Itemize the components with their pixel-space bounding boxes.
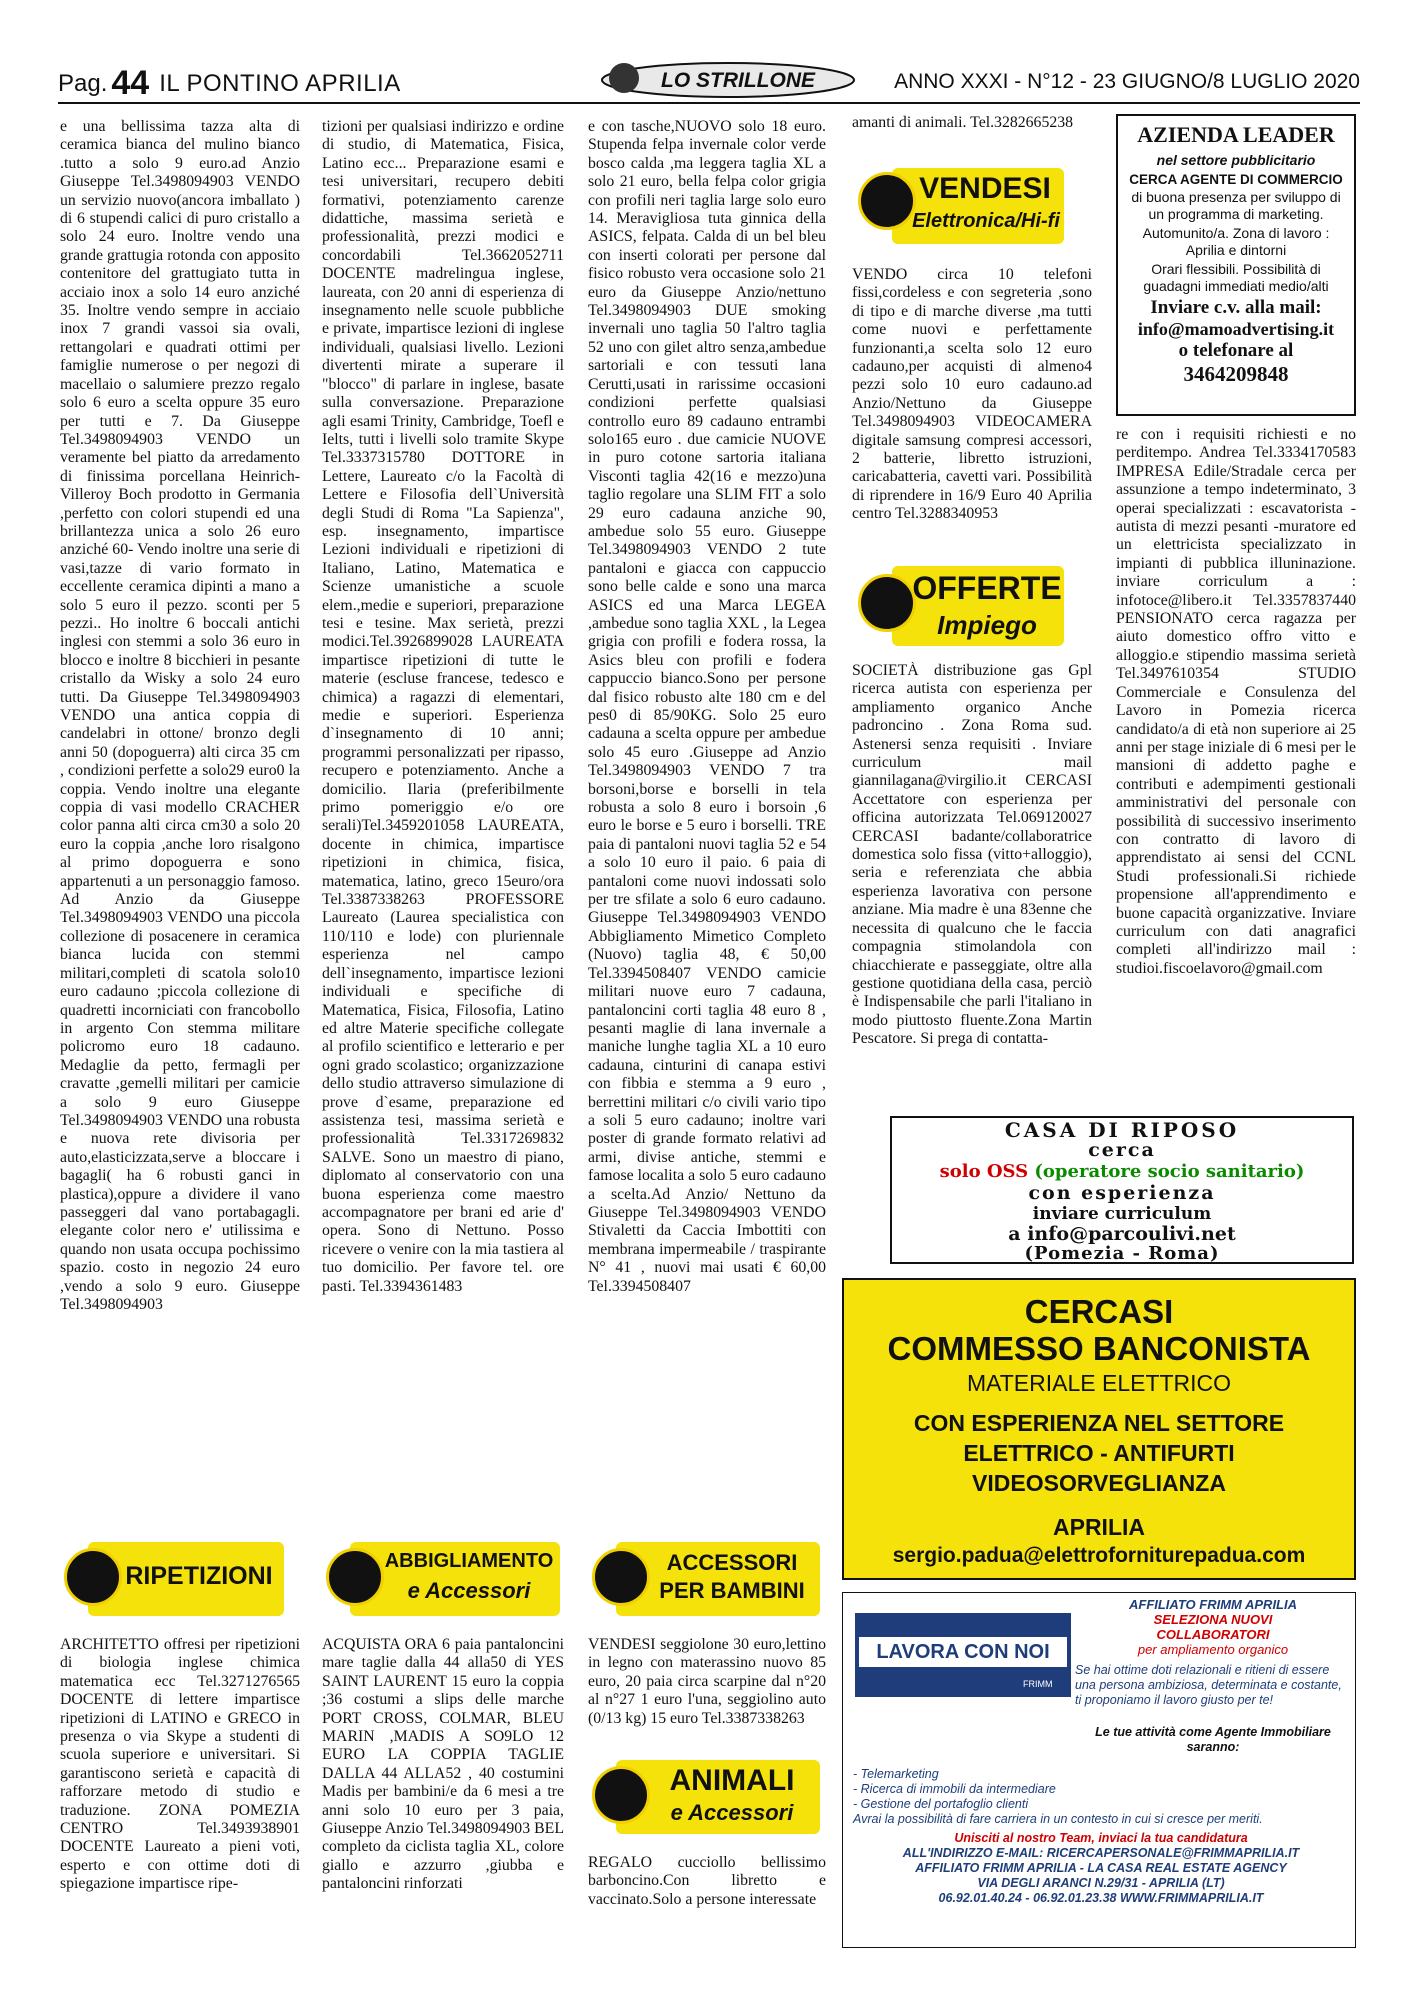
casa-line-4: con esperienza (1028, 1182, 1216, 1204)
frimm-address: VIA DEGLI ARANCI N.29/31 - APRILIA (LT) (977, 1876, 1225, 1890)
frimm-heading-2: SELEZIONA NUOVI (1153, 1612, 1273, 1627)
casa-oss: OSS (986, 1161, 1029, 1182)
offerte-mascot-icon (858, 574, 916, 632)
abbigliamento-subtitle: e Accessori (407, 1578, 531, 1603)
frimm-bullet-1: - Telemarketing (853, 1767, 939, 1781)
section-vendesi-heading (852, 158, 1072, 254)
frimm-text-2: Le tue attività come Agente Immobiliare saranno: (1095, 1725, 1331, 1754)
column-4-top-text (852, 114, 1092, 154)
commesso-line-4: CON ESPERIENZA NEL SETTORE (913, 1410, 1285, 1436)
accessori-body: VENDESI seggiolone 30 euro,lettino in legno con materassino nuovo 85 euro, 20 paia circa scarpine dal n°20 al n°27 1 euro l'una, seggiolino auto (0/13 kg) 15 euro Tel.3387338263 (588, 1636, 826, 1727)
azienda-line-7: o telefonare al (1178, 340, 1294, 361)
ad-casa-di-riposo (890, 1116, 1354, 1264)
section-animali-heading (586, 1750, 826, 1846)
casa-email: a info@parcoulivi.net (1008, 1223, 1236, 1245)
azienda-line-5: Inviare c.v. alla mail: (1150, 297, 1322, 318)
accessori-subtitle: PER BAMBINI (659, 1578, 805, 1603)
commesso-line-6: VIDEOSORVEGLIANZA (972, 1470, 1226, 1496)
azienda-line-2: di buona presenza per sviluppo di un programma di marketing. (1131, 189, 1341, 222)
column-4-bottom-body: SOCIETÀ distribuzione gas Gpl ricerca autista con esperienza per ampliamento organico Anche padroncino . Zona Roma sud. Astenersi senza requisiti . Inviare curriculum mail giannilagana@virgilio.it CERCASI Accettatore con esperienza per officina autorizzata Tel.069120027 CERCASI badante/collaboratrice domestica solo fissa (vitto+alloggio), seria e referenziata che abbia esperienza lavorativa con persone anziane. Mia madre è una 83enne che necessita di qualcuno che le faccia compagnia stimolandola con chiacchierate e passeggiate, oltre alla gestione quotidiana della casa, perciò è Indispensabile che parli l'italiano in modo piuttosto fluente.Zona Martin Pescatore. Si prega di contatta- (852, 662, 1092, 1048)
azienda-line-1: CERCA AGENTE DI COMMERCIO (1129, 172, 1343, 187)
accessori-text (588, 1636, 826, 1746)
page-header (58, 58, 1360, 104)
pag-label: Pag. (58, 70, 108, 97)
column-3-body: e con tasche,NUOVO solo 18 euro. Stupenda felpa invernale color verde bosco calda ,ma leggera taglia XL a solo 21 euro, bella felpa color grigia con profili neri taglia large solo euro 14. Meravigliosa tuta ginnica della ASICS, felpata. Calda di un bel bleu con inserti colorati per persone dal fisico robusto vera occasione solo 21 euro da Giuseppe Anzio/nettuno Tel.3498094903 DUE smoking invernali uno taglia 50 l'altro taglia 52 uno con gilet altro senza,ambedue sartoriali e con tessuti lana Cerutti,usati in rarissime occasioni condizioni perfette qualsiasi controllo euro 89 cadauno entrambi solo165 euro . due camicie NUOVE in puro cotone sartoria italiana Visconti taglia 42(16 e mezzo)una taglio regolare una SLIM FIT a solo 29 euro cadauna anziche 90, ambedue solo 55 euro. Giuseppe Tel.3498094903 VENDO 2 tute pantaloni e giacca con cappuccio sono belle calde e sono una marca ASICS ed una Marca LEGEA ,ambedue sono taglia XXL , la Legea grigia con profili e fodera rossa, la Asics bleu con profili e fodera cappuccio bianco.Sono per persone dal fisico robusto alte 180 cm e del pes0 di 85/90KG. Solo 25 euro cadauna a scelta oppure per ambedue solo 45 euro .Giuseppe ad Anzio Tel.3498094903 VENDO 7 tra borsoni,borse e borselli in tela robusta a solo 8 euro i borsoin ,6 euro le borse e 5 euro i borselli. TRE paia di pantaloni nuovi taglia 52 e 54 a solo 10 euro il paio. 6 paia di pantaloni come nuovi indossati solo per tre sfilate a solo 6 euro cadauno. Giuseppe Tel.3498094903 VENDO Abbigliamento Mimetico Completo (Nuovo) taglia 48, € 50,00 Tel.3394508407 VENDO camicie militari nuove euro 7 cadauna, pantaloncini corti taglia 48 euro 8 , pesanti maglie di lana invernale a maniche lunghe taglia XL a 10 euro cadauna, cinturini di canapa estivi con fibbia e stemma a 9 euro , berrettini militari c/o civili vario tipo a soli 5 euro cadauno; inoltre vari poster di grande formato relativi ad armi, divise antiche, stemmi e famose localita a solo 5 euro cadauno a scelta.Ad Anzio/ Nettuno da Giuseppe Tel.3498094903 VENDO Stivaletti da Caccia Imbottiti con membrana impermeabile / traspirante N° 41 , nuovi mai usati € 60,00 Tel.3394508407 (588, 118, 826, 1295)
azienda-line-4: Orari flessibili. Possibilità di guadagni immediati medio/alti (1143, 261, 1329, 294)
commesso-line-1: CERCASI (1024, 1293, 1174, 1330)
animali-title: ANIMALI (669, 1764, 795, 1797)
ripetizioni-title: RIPETIZIONI (125, 1562, 273, 1590)
casa-line-3a: solo (939, 1161, 987, 1182)
column-4-mid-text (852, 266, 1092, 570)
animali-text (588, 1854, 826, 1934)
vendesi-subtitle: Elettronica/Hi-fi (912, 210, 1060, 232)
offerte-subtitle: Impiego (937, 610, 1037, 640)
column-3-text (588, 118, 826, 1528)
frimm-agency: AFFILIATO FRIMM APRILIA - LA CASA REAL ESTATE AGENCY (915, 1861, 1287, 1875)
frimm-text-1: Se hai ottime doti relazionali e ritieni di essere una persona ambiziosa, determinata e costante, ti proponiamo il lavoro giusto per te! (1075, 1663, 1342, 1707)
ripetizioni-text (60, 1636, 300, 1964)
column-5-body: re con i requisiti richiesti e no perditempo. Andrea Tel.3334170583 IMPRESA Edile/Stradale cerca per assunzione a tempo indeterminato, 3 operai specializzati : escavatorista - autista di mezzi pesanti -muratore ed un elettricista specializzato in impianti di pubblica illuninazione. inviare corriculum a : infotoce@libero.it Tel.3357837440 PENSIONATO cerca ragazza per aiuto domestico offro vitto e alloggio.e stipendio massima serietà Tel.3497610354 STUDIO Commerciale e Consulenza del Lavoro in Pomezia ricerca candidato/a di età non superiore ai 25 anni per stage iniziale di 6 mesi per le mansioni di addetto paghe e contributi e adempimenti gestionali amministrativi del personale con possibilità di successivo inserimento con contratto di lavoro di apprendistato ai sensi del CCNL Studi professionali.Si richiede propensione all'apprendimento e buone capacità organizzative. Inviare curriculum con dati anagrafici completi all'indirizzo mail : studioi.fiscoelavoro@gmail.com (1116, 426, 1356, 977)
accessori-title: ACCESSORI (666, 1550, 798, 1575)
frimm-text-3: Avrai la possibilità di fare carriera in un contesto in cui si cresce per meriti. (853, 1812, 1263, 1826)
commesso-line-2: COMMESSO BANCONISTA (887, 1330, 1311, 1367)
page-number-block (58, 64, 401, 103)
frimm-banner-text: LAVORA CON NOI (859, 1637, 1067, 1667)
section-ripetizioni-heading (58, 1532, 288, 1628)
column-1-body: e una bellissima tazza alta di ceramica bianca del mulino bianco .tutto a solo 9 euro.ad Anzio Giuseppe Tel.3498094903 VENDO un servizio nuovo(ancora imballato ) di 6 stupendi calici di puro cristallo a solo 24 euro. Inoltre vendo una grande grattugia rotonda con apposito contenitore del grattugiato tutta in acciaio inox a solo 14 euro anziché 35. Inoltre vendo sempre in acciaio inox 7 grandi vassoi sia ovali, rettangolari e quadrati ottimi per famiglie numerose o per negozi di macellaio o salumiere prezzo regalo solo 6 euro a scelta oppure 35 euro per tutti e 7. Da Giuseppe Tel.3498094903 VENDO un veramente bel piatto da arredamento di finissima porcellana Heinrich-Villeroy Boch prodotto in Germania ,perfetto con colori stupendi ed una brillantezza unica a solo 26 euro anziché 60- Vendo inoltre una serie di vasi,tazze di vario formato in eccellente ceramica dipinti a mano a solo 5 euro il pezzo. sconti per 5 pezzi.. Ho inoltre 6 boccali antichi inglesi con stemmi a solo 36 euro in blocco e inoltre 8 bicchieri in pesante cristallo da Wisky a solo 24 euro tutti. Da Giuseppe Tel.3498094903 VENDO una antica coppia di candelabri in ottone/ bronzo degli anni 50 (dopoguerra) alti circa 35 cm , condizioni perfette a solo29 euro0 la coppia. Vendo inoltre una elegante coppia di vasi modello CRACHER color panna alti circa cm30 a solo 20 euro la coppia ,anche loro risalgono al primo dopoguerra e sono appartenuti a un personaggio famoso. Ad Anzio da Giuseppe Tel.3498094903 VENDO una piccola collezione di posacenere in ceramica bianca lucida con stemmi militari,completi di scatola solo10 euro cadauno ;piccola collezione di quadretti incorniciati con francobollo in argento Con stemma militare policromo euro 18 cadauno. Medaglie da petto, fermagli per cravatte ,gemelli militari per camicie a solo 9 euro Giuseppe Tel.3498094903 VENDO una robusta e nuova rete divisoria per auto,elasticizzata,serve a bloccare i bagagli( ha 6 robusti ganci in plastica),oppure a dividere il vano passeggeri dal vano portabagagli. elegante color nero e' utilissima e quando non usata occupa pochissimo spazio. costo in negozio 24 euro ,vendo a solo 9 euro. Giuseppe Tel.3498094903 (60, 118, 300, 1313)
frimm-heading-4: per ampliamento organico (1137, 1642, 1289, 1657)
frimm-heading-3: COLLABORATORI (1156, 1627, 1270, 1642)
abbigliamento-title: ABBIGLIAMENTO (384, 1550, 554, 1572)
logo-text: LO STRILLONE (661, 69, 815, 92)
frimm-brand: FRIMM (1023, 1679, 1053, 1689)
section-offerte-heading (852, 556, 1072, 656)
publication-name: IL PONTINO APRILIA (159, 70, 401, 97)
azienda-phone: 3464209848 (1183, 362, 1289, 386)
frimm-heading-1: AFFILIATO FRIMM APRILIA (1128, 1597, 1298, 1612)
column-2-body: tizioni per qualsiasi indirizzo e ordine di studio, di Matematica, Fisica, Latino ecc... Preparazione esami e tesi universitari, recupero debiti formativi, potenziamento carenze didattiche, massima serietà e professionalità, prezzi modici e concordabili Tel.3662052711 DOCENTE madrelingua inglese, laureata, con 20 anni di esperienza di insegnamento nelle scuole pubbliche e private, impartisce lezioni di inglese individuali, qualsiasi livello. Lezioni divertenti mirate a superare il "blocco" di parlare in inglese, basate sulla conversazione. Preparazione agli esami Trinity, Cambridge, Toefl e Ielts, tutti i livelli solo tramite Skype Tel.3337315780 DOTTORE in Lettere, Laureato c/o la Facoltà di Lettere e Filosofia dell`Università degli Studi di Roma "La Sapienza", esp. insegnamento, impartisce Lezioni individuali e ripetizioni di Italiano, Latino, Matematica e Scienze umanistiche a scuole elem.,medie e superiori, preparazione tesi e tesine. Max serietà, prezzi modici.Tel.3926899028 LAUREATA impartisce ripetizioni di tutte le materie (escluse francese, tedesco e chimica) a ragazzi di elementari, medie e superiori. Esperienza d`insegnamento di 10 anni; programmi personalizzati per ripasso, recupero e potenziamento. Anche a domicilio. Ilaria (preferibilmente primo pomeriggio e/o ore serali)Tel.3459201058 LAUREATA, docente in chimica, impartisce ripetizioni in chimica, fisica, matematica, latino, greco 15euro/ora Tel.3387338263 PROFESSORE Laureato (Laurea specialistica con 110/110 e lode) con pluriennale esperienza nel campo dell`insegnamento, impartisce lezioni individuali e specifiche di Matematica, Fisica, Filosofia, Latino ed altre Materie specifiche collegate al profilo scientifico e letterario e per ogni grado scolastico; organizzazione dello studio attraverso simulazione di prove d`esame, preparazione ed assistenza tesi, massima serietà e professionalità Tel.3317269832 SALVE. Sono un maestro di piano, diplomato al conservatorio con una buona esperienza come maestro accompagnatore per brani ed arie d' opera. Sono di Nettuno. Posso ricevere o venire con la mia tastiera al tuo domicilio. Per favore tel. ore pasti. Tel.3394361483 (322, 118, 564, 1295)
commesso-email: sergio.padua@elettroforniturepadua.com (892, 1544, 1306, 1567)
commesso-line-3: MATERIALE ELETTRICO (966, 1370, 1232, 1396)
column-4-top-body: amanti di animali. Tel.3282665238 (852, 114, 1074, 131)
abbigliamento-body: ACQUISTA ORA 6 paia pantaloncini mare taglie dalla 44 alla50 di YES SAINT LAURENT 15 euro la coppia ;36 costumi a slips delle marche PORT CROSS, COLMAR, BLEU MARIN ,MADIS A SO9LO 12 EURO LA COPPIA TAGLIE DALLA 44 ALLA52 , 40 costumini Madis per bambini/e da 6 mesi a tre anni solo 10 euro per 3 paia, Giuseppe Anzio Tel.3498094903 BEL completo da ciclista taglia XL, colore giallo e azzurro ,giubba e pantaloncini rinforzati (322, 1636, 564, 1893)
casa-line-1: CASA DI RIPOSO (1004, 1118, 1240, 1142)
casa-line-2: cerca (1088, 1139, 1156, 1161)
ripetizioni-body: ARCHITETTO offresi per ripetizioni di biologia inglese chimica matematica ecc Tel.3271276565 DOCENTE di lettere impartisce ripetizioni di LATINO e GRECO in presenza o via Skype a studenti di scuola superiore e universitari. Si garantiscono serietà e capacità di rafforzare metodo di studio e traduzione. ZONA POMEZIA CENTRO Tel.3493938901 DOCENTE Laureato a pieni voti, esperto e con ottime doti di spiegazione impartisce ripe- (60, 1636, 300, 1893)
animali-subtitle: e Accessori (670, 1800, 794, 1825)
column-4-mid-body: VENDO circa 10 telefoni fissi,cordeless e con segreteria ,sono di tipo e di marche diverse ,ma tutti come nuovi e perfettamente funzionanti,a scelta solo 12 euro cadauno,per acquisti di almeno4 pezzi solo 10 euro cadauno.ad Anzio/Nettuno da Giuseppe Tel.3498094903 VIDEOCAMERA digitale samsung compresi accessori, 2 batterie, libretto istruzioni, caricabatteria, cavetti vari. Possibilità di riprendere in 16/9 Euro 40 Aprilia centro Tel.3288340953 (852, 266, 1092, 523)
offerte-title: OFFERTE (912, 570, 1062, 606)
casa-line-3c: (operatore socio sanitario) (1028, 1161, 1305, 1182)
commesso-line-5: ELETTRICO - ANTIFURTI (963, 1440, 1235, 1466)
newspaper-logo (598, 58, 858, 98)
ad-azienda-leader (1116, 114, 1356, 416)
column-1-text (60, 118, 300, 1528)
section-abbigliamento-heading (320, 1532, 566, 1628)
frimm-bullet-2: - Ricerca di immobili da intermediare (853, 1782, 1056, 1796)
page-number: 44 (111, 64, 150, 102)
azienda-title: AZIENDA LEADER (1137, 122, 1335, 147)
casa-line-5: inviare curriculum (1032, 1204, 1212, 1224)
frimm-email: ALL'INDIRIZZO E-MAIL: RICERCAPERSONALE@FRIMMAPRILIA.IT (902, 1846, 1300, 1860)
ad-commesso-banconista (842, 1278, 1356, 1580)
abbigliamento-text (322, 1636, 564, 1964)
casa-location: (Pomezia - Roma) (1024, 1243, 1220, 1264)
column-4-bottom-text (852, 662, 1092, 1102)
azienda-email: info@mamoadvertising.it (1137, 319, 1335, 339)
frimm-bullet-3: - Gestione del portafoglio clienti (853, 1797, 1029, 1811)
issue-info: ANNO XXXI - N°12 - 23 GIUGNO/8 LUGLIO 2020 (894, 70, 1360, 93)
frimm-text-4: Unisciti al nostro Team, inviaci la tua candidatura (954, 1831, 1248, 1845)
column-2-text (322, 118, 564, 1528)
animali-body: REGALO cucciollo bellissimo barboncino.Con libretto e vaccinato.Solo a persone interessate (588, 1854, 826, 1908)
azienda-subtitle: nel settore pubblicitario (1156, 152, 1316, 168)
commesso-city: APRILIA (1053, 1514, 1145, 1540)
column-5-text (1116, 426, 1356, 1102)
section-accessori-bambini-heading (586, 1532, 826, 1628)
azienda-line-3: Automunito/a. Zona di lavoro : Aprilia e dintorni (1142, 225, 1330, 258)
ad-frimm-lavora-con-noi (842, 1592, 1356, 1948)
frimm-contacts: 06.92.01.40.24 - 06.92.01.23.38 WWW.FRIMMAPRILIA.IT (938, 1891, 1264, 1905)
vendesi-title: VENDESI (919, 172, 1051, 205)
